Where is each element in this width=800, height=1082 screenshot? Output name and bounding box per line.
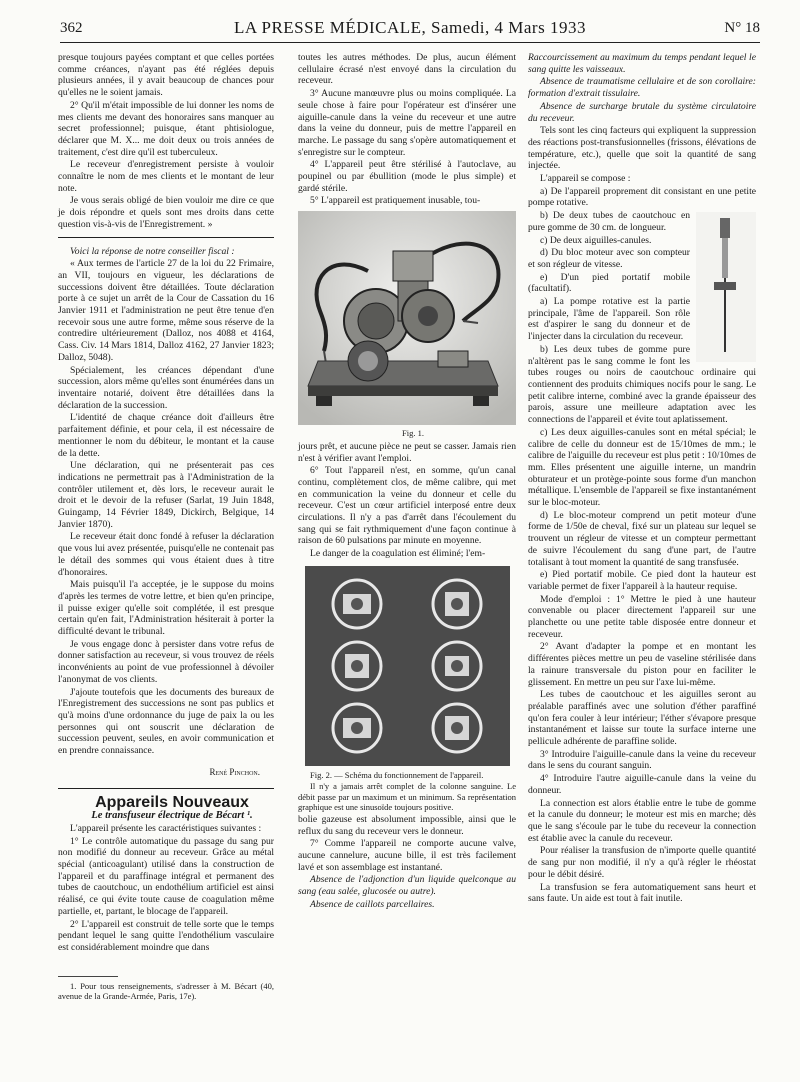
figure-1-photo — [298, 211, 516, 425]
paragraph: Les tubes de caoutchouc et les aiguilles seront au préalable paraffinés avec une solution d'éther paraffiné qu'on fera couler à leur intérieur; l'éther s'évapore presque instantanément et laisse sur toute la surface interne une pellicule adhérente de paraffine solide. — [528, 689, 756, 748]
footnote-rule — [58, 976, 118, 977]
paragraph: L'appareil présente les caractéristiques suivantes : — [70, 822, 262, 834]
paragraph: « Aux termes de l'article 27 de la loi du 22 Frimaire, an VII, toujours en vigueur, les déclarations de successions doivent être détaillées. Toute déclaration porte à ce sujet un arrêt de la Cour de Cassation du 16 Janvier 1911 et l'administration ne peut être tenue d'en recevoir sous une autre forme, même sous réserve de la contredire ultérieurement (Dalloz, nos 4088 et 4164, Cass. Civ. 14 Mars 1814, Dalloz 4162, 27 Janvier 1823; Dalloz, 5048). — [58, 258, 274, 363]
author-signature: René Pinchon. — [209, 766, 260, 777]
paragraph: 4° Introduire l'autre aiguille-canule dans la veine du donneur. — [528, 773, 756, 796]
paragraph: Mode d'emploi : 1° Mettre le pied à une hauteur convenable ou placer directement l'appareil sur une planchette ou une petite table disposée entre donneur et receveur. — [528, 593, 756, 640]
page-number: 362 — [60, 20, 83, 36]
paragraph: Le receveur était donc fondé à refuser la déclaration que vous lui avez présentée, puisqu'elle ne contenait pas le détail des sommes qui vous étaient dues à titre d'honoraires. — [58, 531, 274, 578]
figure-caption: Fig. 2. — Schéma du fonctionnement de l'appareil. — [310, 769, 484, 780]
paragraph: Une déclaration, qui ne présenterait pas ces indications ne permettrait pas à l'Administration de la contrôler utilement et, dès lors, le receveur aurait le droit et le devoir de la refuser (Sarlat, 19 Juin 1848, Guingamp, 14 Février 1849, Dickirch, Belgique, 14 Janvier 1870). — [58, 460, 274, 530]
paragraph: J'ajoute toutefois que les documents des bureaux de l'Enregistrement des successions ne sont pas publics et qu'à moins d'une ordonnance du juge de paix la ou les personnes qui ont souscrit une déclaration de succession peuvent, seules, en avoir communication et en prendre connaissance. — [58, 686, 274, 757]
figure-note: Il n'y a jamais arrêt complet de la colonne sanguine. Le débit passe par un maximum et un minimum. Sa représentation graphique est une sinusoïde toujours positive. — [298, 781, 516, 813]
paragraph: presque toujours payées comptant et que celles portées comme créances, n'ayant pas été réglées depuis plusieurs années, il y avait beaucoup de chances pour qu'elles ne le soient jamais. — [58, 52, 274, 99]
paragraph: Je vous engage donc à persister dans votre refus de donner satisfaction au receveur, si vous trouvez de réels inconvénients au point de vue professionnel à dévoiler l'anonymat de vos clients. — [58, 638, 274, 685]
paragraph: Le danger de la coagulation est éliminé; l'em- — [310, 548, 486, 560]
paragraph: La transfusion se fera automatiquement sans heurt et sans faute. Un aide est tout à fait inutile. — [528, 881, 756, 905]
paragraph: Raccourcissement au maximum du temps pendant lequel le sang quitte les vaisseaux. — [528, 52, 756, 75]
section-title: Appareils Nouveaux — [95, 794, 249, 812]
paragraph: a) La pompe rotative est la partie principale, l'âme de l'appareil. Son rôle est d'aspirer le sang du donneur et de l'injecter dans la circulation du receveur. — [528, 296, 690, 343]
paragraph: 2° Qu'il m'était impossible de lui donner les noms de mes clients me devant des honoraires sans manquer au secret professionnel; puisque, étant phtisiologue, déclarer que M. X... me doit deux ou trois années de traitement, c'est dire qu'il est tuberculeux. — [58, 99, 274, 158]
paragraph: 4° L'appareil peut être stérilisé à l'autoclave, au poupinel ou par ébullition (mode le plus simple) et gardé stérile. — [298, 159, 516, 194]
paragraph: Pour réaliser la transfusion de n'importe quelle quantité de sang pur non modifié, il n'y a qu'à régler le rhéostat pour le débit désiré. — [528, 845, 756, 880]
paragraph: L'appareil se compose : — [540, 173, 631, 185]
paragraph: Absence de caillots parcellaires. — [310, 898, 435, 910]
paragraph: Je vous serais obligé de bien vouloir me dire ce que je dois répondre et quels sont mes droits dans cette question vis-à-vis de l'Enregistrement. » — [58, 195, 274, 230]
column-3 — [528, 52, 756, 906]
divider — [58, 788, 274, 789]
paragraph: d) Le bloc-moteur comprend un petit moteur d'une forme de 1/50e de cheval, fixé sur un plateau sur lequel se trouvent un régleur de vitesse et un compteur permettant de suivre l'écoulement du sang d'une part, de l'autre totalisant à tout moment la quantité de sang transfusée. — [528, 509, 756, 568]
paragraph: Tels sont les cinq facteurs qui expliquent la suppression des réactions post-transfusionnelles (frissons, élévations de température, etc.), quelle que soit la quantité de sang injectée. — [528, 125, 756, 172]
figure-2-schema — [305, 566, 510, 766]
paragraph: 5° L'appareil est pratiquement inusable, tou- — [310, 195, 481, 207]
paragraph: c) Les deux aiguilles-canules sont en métal spécial; le calibre de celle du donneur est de 15/10mes de mm.; le calibre de l'aiguille du receveur est plus petit : 10/10mes de mm. Elles présentent une aiguille interne, un mandrin obturateur et un protège-pointe sous forme d'un manchon métallique. L'ensemble de l'appareil se fixe instantanément sur le bloc-moteur. — [528, 426, 756, 509]
needle-cannula-illustration — [696, 212, 756, 362]
paragraph: Le receveur d'enregistrement persiste à vouloir connaître le nom de mes clients et le montant de leur note. — [58, 159, 274, 194]
column-2 — [298, 52, 516, 912]
paragraph: c) De deux aiguilles-canules. — [540, 234, 652, 246]
issue-number: N° 18 — [724, 20, 760, 36]
paragraph: e) Pied portatif mobile. Ce pied dont la hauteur est variable permet de fixer l'appareil à la hauteur requise. — [528, 569, 756, 592]
paragraph: 1° Le contrôle automatique du passage du sang pur non modifié du donneur au receveur. Grâce au métal spécial (anticoagulant) utilisé dans la construction de l'appareil et du paraffinage intégral et permanent des tubes de caoutchouc, un endothélium artificiel est ainsi réalisé, ce qui évite toute cause de coagulation même partielle, et, partant, le blocage de l'appareil. — [58, 835, 274, 917]
pump-schema-illustration — [305, 566, 510, 766]
paragraph: b) Les deux tubes de gomme pure n'altèrent pas le sang comme le font les tubes rouges ou noirs de caoutchouc ordinaire qui contiennent des produits chimiques nocifs pour le sang. Le petit calibre interne, combiné avec la grande épaisseur des parois, assure une meilleure adaptation avec les connections de l'appareil et évite tout aplatissement. — [528, 343, 756, 426]
paragraph: L'identité de chaque créance doit d'ailleurs être parfaitement définie, et pour cela, il est nécessaire de mentionner le nom du débiteur, le montant et la cause de la dette. — [58, 412, 274, 459]
figure-3-needle-illustration — [696, 212, 756, 362]
paragraph: Voici la réponse de notre conseiller fiscal : — [70, 245, 235, 257]
paragraph: Mais puisqu'il l'a acceptée, je le suppose du moins d'après les termes de votre lettre, et bien qu'en principe, il puisse exiger qu'elle soit complétée, il est presque certain qu'en fait, l'Administration hésiterait à porter la difficulté devant le tribunal. — [58, 579, 274, 638]
paragraph: Spécialement, les créances dépendant d'une succession, alors même qu'elles sont énumérées dans un inventaire notarié, doivent être détaillées dans la déclaration de la succession. — [58, 364, 274, 411]
paragraph: 2° L'appareil est construit de telle sorte que le temps pendant lequel le sang quitte l'endothélium vasculaire est considérablement moindre que dans — [58, 918, 274, 953]
paragraph: e) D'un pied portatif mobile (facultatif). — [528, 271, 690, 295]
paragraph: 3° Introduire l'aiguille-canule dans la veine du receveur dans le sens du courant sanguin. — [528, 748, 756, 772]
page-header — [60, 16, 760, 43]
paragraph: bolie gazeuse est absolument impossible, ainsi que le reflux du sang du receveur vers le donneur. — [298, 813, 516, 837]
paragraph: 7° Comme l'appareil ne comporte aucune valve, aucune cannelure, aucune bille, il est très facilement lavé et son assemblage est instantané. — [298, 838, 516, 873]
divider — [58, 237, 274, 238]
paragraph: Absence de l'adjonction d'un liquide quelconque au sang (eau salée, glucosée ou autre). — [298, 874, 516, 898]
paragraph: La connection est alors établie entre le tube de gomme et la canule du donneur; le moteur est mis en marche; dès que le sang s'écoule par le tube du receveur la connection est établie avec la canule du receveur. — [528, 797, 756, 844]
column-1 — [58, 52, 274, 1003]
footnote: 1. Pour tous renseignements, s'adresser à M. Bécart (40, avenue de la Grande-Armée, Paris, 17e). — [58, 980, 274, 1002]
transfuser-apparatus-illustration — [298, 211, 516, 425]
journal-title: LA PRESSE MÉDICALE, Samedi, 4 Mars 1933 — [234, 18, 586, 37]
paragraph: a) De l'appareil proprement dit consistant en une petite pompe rotative. — [528, 185, 756, 209]
paragraph: b) De deux tubes de caoutchouc en pure gomme de 30 cm. de longueur. — [528, 210, 690, 233]
paragraph: 2° Avant d'adapter la pompe et en montant les différentes pièces mettre un peu de vaseline stérilisée dans la rainure transversale du piston pour en faciliter le glissement. En mettre un peu sur l'axe lui-même. — [528, 641, 756, 688]
paragraph: toutes les autres méthodes. De plus, aucun élément cellulaire écrasé n'est envoyé dans la circulation du receveur. — [298, 52, 516, 87]
paragraph: 3° Aucune manœuvre plus ou moins compliquée. La seule chose à faire pour l'opérateur est d'insérer une aiguille-canule dans la veine du receveur et une autre dans la veine du donneur, puis de mettre l'appareil en marche. Le passage du sang s'opère automatiquement et s'enregistre sur le compteur. — [298, 88, 516, 158]
paragraph: d) Du bloc moteur avec son compteur et son régleur de vitesse. — [528, 247, 690, 270]
paragraph: jours prêt, et aucune pièce ne peut se casser. Jamais rien n'est à vérifier avant l'emploi. — [298, 440, 516, 464]
paragraph: 6° Tout l'appareil n'est, en somme, qu'un canal continu, complètement clos, de même calibre, qui met en communication la veine du donneur et celle du receveur. C'est un cœur artificiel interposé entre deux circulations. Il n'y a pas d'arrêt dans l'écoulement du sang qui se fait rythmiquement d'une façon continue à raison de 60 pulsations par minute en moyenne. — [298, 465, 516, 547]
paragraph: Absence de traumatisme cellulaire et de son corollaire: formation d'extrait tissulaire. — [528, 76, 756, 100]
figure-caption: Fig. 1. — [402, 428, 424, 439]
paragraph: Absence de surcharge brutale du système circulatoire du receveur. — [528, 100, 756, 124]
article-title: Le transfuseur électrique de Bécart ¹. — [91, 810, 253, 822]
